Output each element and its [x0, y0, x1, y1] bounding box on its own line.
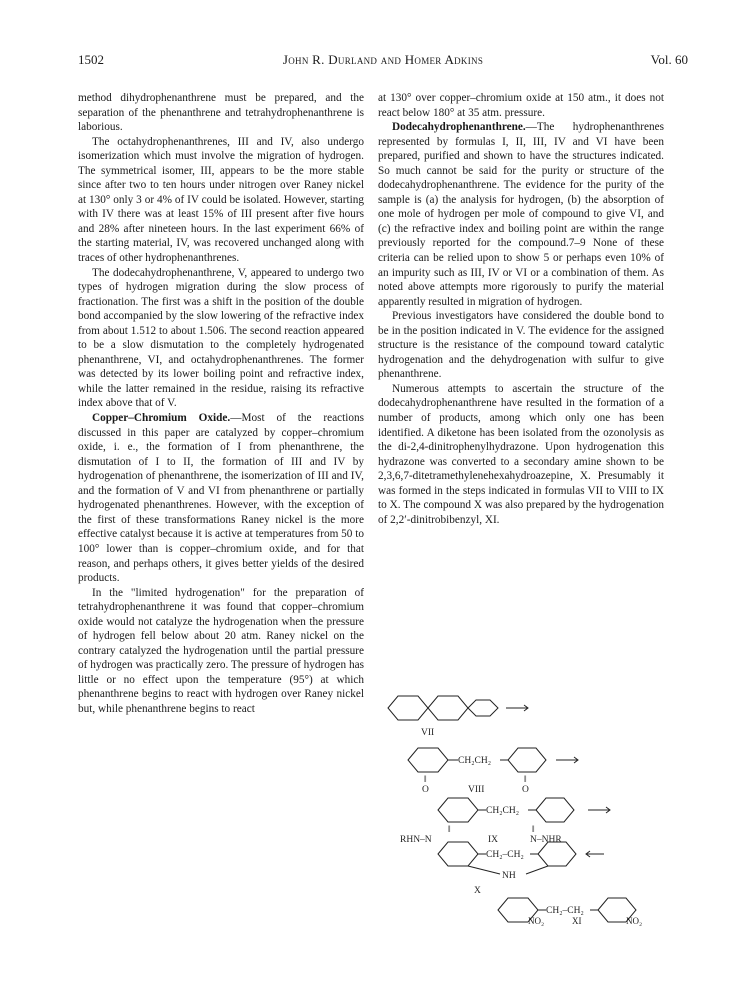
paragraph: The octahydrophenanthrenes, III and IV, also undergo isomerization which must involve the migration of hydrogen. The symmetrical isomer, III, appears to be the more stable since after two to ten hours under nitrogen over Raney nickel at 130° only 3 or 4% of IV could be isolated. However, starting with IV there was at least 15% of III present after five hours and 28% after nineteen hours. In the last experiment 66% of the starting material, IV, was recovered unchanged along with traces of other hydrophenanthrenes.: [78, 135, 364, 265]
ch2ch2-label: CH₂CH₂: [458, 756, 492, 766]
nitro-label: NO₂: [528, 916, 545, 926]
page-number: 1502: [78, 52, 104, 67]
section-heading: Dodecahydrophenanthrene.: [392, 121, 526, 134]
ch2ch2-label: CH₂CH₂: [486, 806, 520, 816]
reaction-scheme-drawing: [378, 690, 668, 930]
paragraph: method dihydrophenanthrene must be prepared, and the separation of the phenanthrene and tetrahydrophenanthrene is laborious.: [78, 92, 364, 134]
label-xi: XI: [572, 916, 582, 926]
paragraph: The dodecahydrophenanthrene, V, appeared to undergo two types of hydrogen migration during the slow process of fractionation. The first was a shift in the position of the double bond accompanied by the slow lowering of the refractive index from about 1.512 to about 1.506. The second reaction appeared to be a slow dismutation to the completely hydrogenated phenanthrene, VI, and octahydrophenanthrenes. The former was detected by its lower boiling point and refractive index, while the latter remained in the residue, raising its refractive index above that of V.: [78, 266, 364, 410]
running-title: John R. Durland and Homer Adkins: [282, 52, 484, 67]
nh-label: NH: [502, 871, 516, 881]
right-column: [378, 91, 664, 526]
hydrazone-label: RHN–N: [400, 835, 432, 845]
structure-viii: [408, 748, 578, 795]
structure-x: [438, 842, 604, 896]
ch2-ch2-label: CH₂–CH₂: [486, 850, 524, 860]
section-heading: Copper–Chromium Oxide.: [92, 412, 231, 425]
paragraph: at 130° over copper–chromium oxide at 150 atm., it does not react below 180° at 35 atm. pressure.: [378, 92, 664, 119]
left-column: [78, 91, 364, 717]
nitro-label: NO₂: [626, 916, 643, 926]
paragraph: [378, 120, 664, 309]
label-viii: VIII: [468, 785, 485, 795]
paragraph: Previous investigators have considered the double bond to be in the position indicated in V. The evidence for the assigned structure is the resistance of the compound toward catalytic hydrogenation and the dehydrogenation with sulfur to give phenanthrene.: [378, 310, 664, 381]
paragraph-text: —Most of the reactions discussed in this paper are catalyzed by copper–chromium oxide, i. e., the formation of I from phenanthrene, the dismutation of I to II, the formation of III and IV by hydrogenation of phenanthrene, the isomerization of III and IV, and the formation of V and VI from phenanthrene or partially hydrogenated phenanthrenes. However, with the exception of the first of these transformations Raney nickel is the more effective catalyst because it is active at temperatures from 50 to 100° lower than is copper–chromium oxide, and for that reason, and perhaps others, it gives better yields of the desired products.: [78, 412, 365, 585]
label-ix: IX: [488, 835, 499, 845]
oxo-label: O: [422, 785, 429, 795]
page-header: [78, 52, 688, 72]
paragraph: Numerous attempts to ascertain the structure of the dodecahydrophenanthrene have resulted in the formation of a number of products, among which only one has been identified. A diketone has been isolated from the ozonolysis as the di-2,4-dinitrophenylhydrazone. Upon hydrogenation this hydrazone was converted to a secondary amine shown to be 2,3,6,7-ditetramethylenehexahydroazepine, X. Presumably it was formed in the steps indicated in formulas VII to VIII to IX to X. The compound X was also prepared by the hydrogenation of 2,2′-dinitrobibenzyl, XI.: [378, 382, 664, 526]
label-x: X: [474, 886, 481, 896]
xi-labels: [528, 916, 668, 928]
hydrazone-bond: ‖: [448, 825, 451, 835]
hydrazone-bond: ‖: [532, 825, 535, 835]
reaction-scheme: [378, 690, 668, 930]
paragraph: In the "limited hydrogenation" for the preparation of tetrahydrophenanthrene it was found that copper–chromium oxide would not catalyze the hydrogenation when the pressure of hydrogen fell below about 20 atm. Raney nickel on the contrary catalyzed the hydrogenation until the partial pressure of hydrogen was practically zero. The pressure of hydrogen has little or no effect upon the temperature (95°) at which phenanthrene begins to react with hydrogen over Raney nickel but, while phenanthrene begins to react: [78, 586, 364, 715]
oxo-bond: ‖: [524, 775, 527, 785]
structure-ix: [400, 798, 610, 845]
hydrazone-label: N–NHR: [530, 835, 562, 845]
ch2-ch2-label: CH₂–CH₂: [546, 906, 584, 916]
label-vii: VII: [421, 728, 435, 738]
structure-vii: [388, 696, 528, 738]
oxo-bond: ‖: [424, 775, 427, 785]
oxo-label: O: [522, 785, 529, 795]
paragraph: [78, 411, 364, 586]
paragraph-text: —The hydrophenanthrenes represented by formulas I, II, III, IV and VI have been prepared, purified and shown to have the structures indicated. So much cannot be said for the purity or structure of the dodecahydrophenanthrene. The evidence for the purity of the sample is (a) the analysis for hydrogen, (b) the absorption of one mole of hydrogen per mole of compound to give VI, and (c) the refractive index and boiling point are within the range previously reported for the compound.7–9 None of these criteria can be relied upon to show 5 or perhaps even 10% of an impurity such as III, IV or VI or a combination of them. As noted above attempts more rigorously to purify the material apparently resulted in migration of hydrogen.: [378, 121, 664, 308]
volume-label: Vol. 60: [650, 52, 688, 67]
